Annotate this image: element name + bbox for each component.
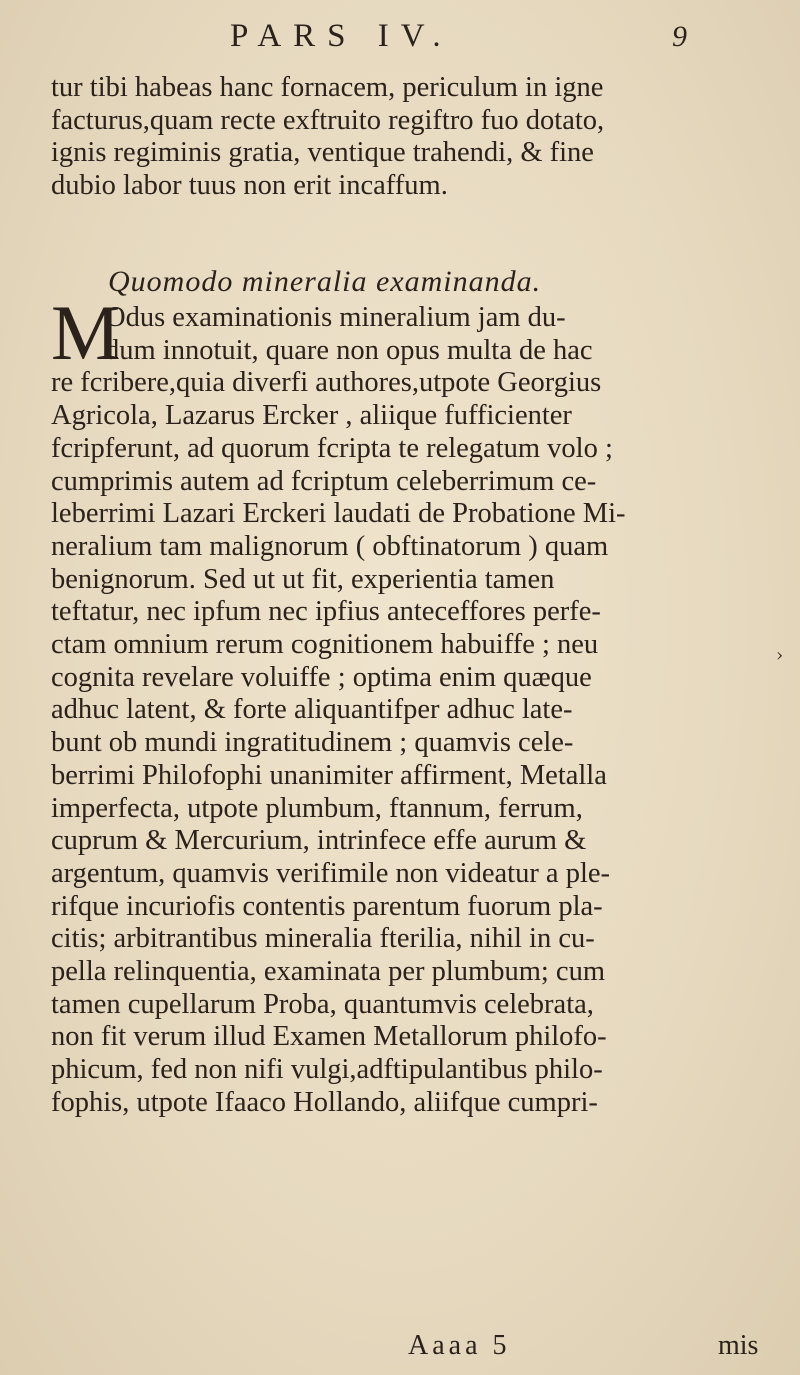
text-line: adhuc latent, & forte aliquantifper adhuc late- [51, 694, 573, 726]
text-line: fophis, utpote Ifaaco Hollando, aliifque cumpri- [51, 1086, 598, 1118]
text-line: dubio labor tuus non erit incaffum. [51, 170, 448, 202]
margin-mark-icon: › [776, 645, 784, 666]
text-line: teftatur, nec ipfum nec ipfius anteceffores perfe- [51, 596, 601, 628]
text-line: cognita revelare voluiffe ; optima enim quæque [51, 661, 592, 693]
text-line: leberrimi Lazari Erckeri laudati de Probatione Mi- [51, 498, 626, 530]
text-line: pella relinquentia, examinata per plumbum; cum [51, 956, 605, 988]
text-line: rifque incuriofis contentis parentum fuorum pla- [51, 890, 603, 922]
text-line: bunt ob mundi ingratitudinem ; quamvis cele- [51, 727, 574, 759]
text-line: facturus,quam recte exftruito regiftro fuo dotato, [51, 104, 605, 136]
text-line: benignorum. Sed ut ut fit, experientia tamen [51, 563, 555, 595]
paragraph-main [51, 302, 771, 1120]
signature-mark: Aaaa 5 [408, 1330, 511, 1361]
page-footer [0, 1330, 800, 1364]
text-line: ignis regiminis gratia, ventique trahendi, & fine [51, 137, 594, 169]
text-line: re fcribere,quia diverfi authores,utpote Georgius [51, 367, 602, 399]
running-head [0, 18, 800, 58]
page-number: 9 [672, 20, 687, 53]
text-line: fcripferunt, ad quorum fcripta te relegatum volo ; [51, 432, 613, 464]
text-line: neralium tam malignorum ( obftinatorum ) quam [51, 530, 609, 562]
text-line: berrimi Philofophi unanimiter affirment, Metalla [51, 759, 607, 791]
drop-cap: M [51, 289, 121, 376]
text-line: imperfecta, utpote plumbum, ftannum, ferrum, [51, 792, 583, 824]
text-line: ctam omnium rerum cognitionem habuiffe ; neu [51, 629, 599, 661]
text-line: cuprum & Mercurium, intrinfece effe aurum & [51, 825, 587, 857]
text-line: non fit verum illud Examen Metallorum philofo- [51, 1021, 607, 1053]
section-heading: Quomodo mineralia examinanda. [108, 265, 542, 298]
text-line: cumprimis autem ad fcriptum celeberrimum ce- [51, 465, 597, 497]
text-line: phicum, fed non nifi vulgi,adftipulantibus philo- [51, 1054, 603, 1086]
paragraph-continuation [51, 72, 771, 203]
text-line: citis; arbitrantibus mineralia fterilia, nihil in cu- [51, 923, 595, 955]
text-line: dum innotuit, quare non opus multa de hac [105, 334, 593, 366]
text-line: argentum, quamvis verifimile non videatur a ple- [51, 857, 611, 889]
text-line: tamen cupellarum Proba, quantumvis celebrata, [51, 988, 594, 1020]
running-title: PARS IV. [230, 18, 453, 54]
text-line: tur tibi habeas hanc fornacem, periculum in igne [51, 72, 604, 103]
text-line: Agricola, Lazarus Ercker , aliique fufficienter [51, 400, 572, 432]
catchword: mis [718, 1330, 759, 1361]
text-line: Odus examinationis mineralium jam du- [105, 302, 566, 333]
